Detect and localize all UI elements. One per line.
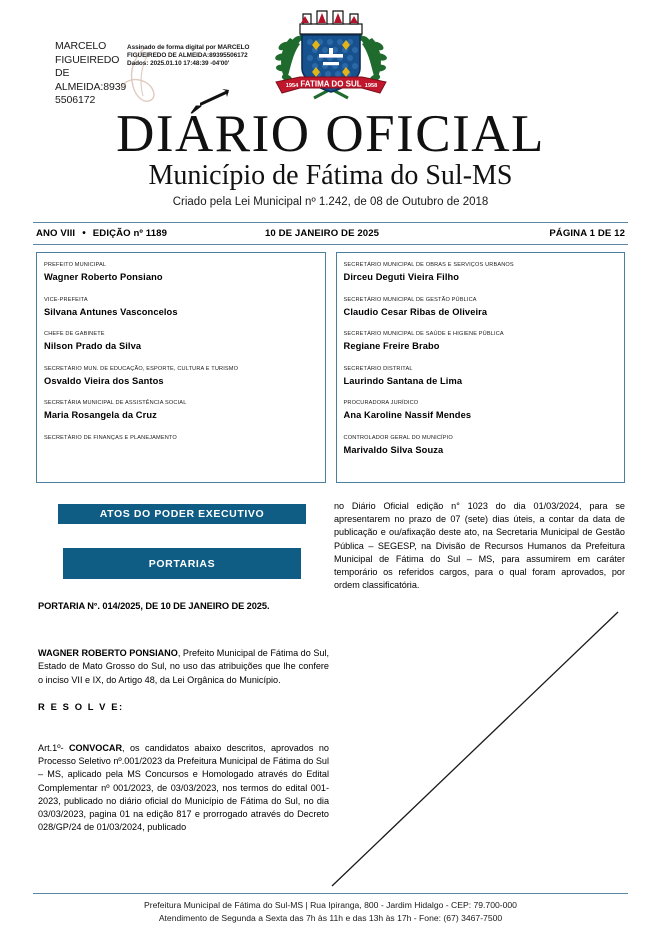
- official-entry: [44, 260, 325, 284]
- official-role: SECRETÁRIO DISTRITAL: [343, 365, 413, 372]
- official-entry: [344, 295, 625, 319]
- official-entry: [344, 398, 625, 422]
- official-name: Laurindo Santana de Lima: [343, 375, 463, 386]
- signature-details-text: Assinado de forma digital por MARCELO FIGUEIREDO DE ALMEIDA:89395506172 Dados: 2025.01.10 17:48:39 -04'00': [127, 44, 250, 68]
- page-title: DIÁRIO OFICIAL: [116, 105, 545, 163]
- official-entry: [44, 398, 325, 422]
- preamble-text: , Prefeito Municipal de Fátima do Sul, Estado de Mato Grosso do Sul, no uso das atribuições que lhe confere o inciso VII e IX, do Artigo 48, da Lei Orgânica do Município.: [38, 648, 329, 685]
- edition-date: 10 DE JANEIRO DE 2025: [265, 228, 380, 239]
- official-entry: [344, 364, 625, 388]
- official-name: Ana Karoline Nassif Mendes: [343, 410, 472, 420]
- official-role: PREFEITO MUNICIPAL: [44, 262, 107, 268]
- bullet-separator-icon: •: [82, 227, 86, 239]
- signature-signer-name: MARCELO FIGUEIREDO DE ALMEIDA:89395506172: [55, 40, 127, 106]
- svg-text:1954: 1954: [285, 83, 298, 89]
- official-role: SECRETÁRIO DE FINANÇAS E PLANEJAMENTO: [44, 434, 177, 441]
- page-subtitle: Município de Fátima do Sul-MS: [148, 160, 513, 191]
- coat-of-arms-icon: [270, 8, 392, 104]
- document-column-left: [38, 600, 329, 847]
- official-role: SECRETÁRIA MUNICIPAL DE ASSISTÊNCIA SOCIAL: [44, 400, 187, 406]
- official-role: SECRETÁRIO MUNICIPAL DE SAÚDE E HIGIENE PÚBLICA: [343, 331, 504, 337]
- article-action-word: CONVOCAR: [68, 743, 123, 754]
- official-entry: [44, 329, 325, 353]
- official-entry: [344, 260, 625, 284]
- edition-left-group: [33, 228, 167, 239]
- officials-column-right: [336, 252, 626, 483]
- officials-table: [36, 252, 625, 483]
- footer-hours-line: Atendimento de Segunda a Sexta das 7h às 11h e das 13h às 17h - Fone: (67) 3467-7500: [158, 913, 503, 923]
- official-name: Regiane Freire Brabo: [343, 341, 440, 351]
- portaria-heading: PORTARIA N°. 014/2025, DE 10 DE JANEIRO DE 2025.: [38, 601, 270, 611]
- official-entry: [344, 329, 625, 353]
- official-entry: [44, 364, 325, 388]
- section-banner-executive: ATOS DO PODER EXECUTIVO: [58, 504, 306, 524]
- article-prefix: Art.1º-: [38, 743, 69, 754]
- edition-bar: [33, 222, 628, 245]
- official-role: CONTROLADOR GERAL DO MUNICÍPIO: [343, 434, 453, 441]
- official-name: Maria Rosangela da Cruz: [44, 410, 157, 420]
- official-role: SECRETÁRIO MUNICIPAL DE OBRAS E SERVIÇOS URBANOS: [343, 262, 514, 268]
- resolve-label: R E S O L V E:: [38, 700, 124, 712]
- official-role: SECRETÁRIO MUNICIPAL DE GESTÃO PÚBLICA: [343, 296, 477, 303]
- diagonal-strike-line: [330, 598, 626, 888]
- edition-year: ANO VIII: [36, 228, 76, 239]
- official-name: Marivaldo Silva Souza: [343, 444, 444, 455]
- article-one-paragraph: [38, 742, 329, 834]
- coat-of-arms-ribbon-text: FATIMA DO SUL: [299, 79, 362, 89]
- official-role: SECRETÁRIO MUN. DE EDUCAÇÃO, ESPORTE, CULTURA E TURISMO: [44, 365, 239, 372]
- footer-address-line: Prefeitura Municipal de Fátima do Sul-MS | Rua Ipiranga, 800 - Jardim Hidalgo - CEP: 79.700-000: [144, 900, 517, 910]
- official-name: Silvana Antunes Vasconcelos: [44, 306, 178, 317]
- portaria-preamble: [38, 647, 329, 687]
- official-role: VICE-PREFEITA: [44, 296, 88, 303]
- section-banner-portarias: PORTARIAS: [63, 548, 301, 579]
- official-name: Wagner Roberto Ponsiano: [44, 272, 163, 282]
- official-entry: [344, 433, 625, 457]
- masthead: [0, 8, 661, 210]
- page-footer: [33, 893, 628, 925]
- official-name: Nilson Prado da Silva: [44, 341, 142, 351]
- official-name: Claudio Cesar Ribas de Oliveira: [343, 306, 488, 317]
- official-role: PROCURADORA JURÍDICO: [343, 400, 419, 406]
- preamble-mayor-name: WAGNER ROBERTO PONSIANO: [38, 648, 178, 659]
- official-entry: [44, 433, 325, 444]
- creation-law-line: Criado pela Lei Municipal nº 1.242, de 08 de Outubro de 2018: [172, 196, 489, 208]
- svg-text:1958: 1958: [364, 83, 377, 89]
- article-continuation-paragraph: no Diário Oficial edição n° 1023 do dia 01/03/2024, para se apresentarem no prazo de 07 (sete) dias úteis, a contar da data de publicação e ou/afixação deste ato, na Secretaria Municipal de Gestão Pública – SEGESP, na Divisão de Recursos Humanos da Prefeitura Municipal de Fátima do Sul – MS, para assumirem em caráter temporário os referidos cargos, para o qual foram aprovados, por ordem classificatória.: [334, 501, 625, 591]
- official-name: Osvaldo Vieira dos Santos: [44, 375, 164, 386]
- official-role: CHEFE DE GABINETE: [44, 331, 105, 337]
- page-indicator: PÁGINA 1 DE 12: [549, 228, 625, 239]
- edition-number: EDIÇÃO nº 1189: [92, 228, 168, 239]
- officials-column-left: [36, 252, 326, 483]
- document-column-right: [334, 500, 625, 605]
- article-text: , os candidatos abaixo descritos, aprovados no Processo Seletivo nº.001/2023 da Prefeitura Municipal de Fátima do Sul – MS, aplicado pela MS Concursos e Homologado através do Edital Complementar nº 001/2023, de 03/03/2023, nos termos do edital 001-2023, publicado no diário oficial do Município de Fátima do Sul, no dia 03/03/2023, pagina 01 na edição 817 e prorrogado através do Decreto 028/GP/24 de 01/03/2024, publicado: [38, 743, 329, 833]
- official-entry: [44, 295, 325, 319]
- official-name: Dirceu Deguti Vieira Filho: [343, 272, 460, 282]
